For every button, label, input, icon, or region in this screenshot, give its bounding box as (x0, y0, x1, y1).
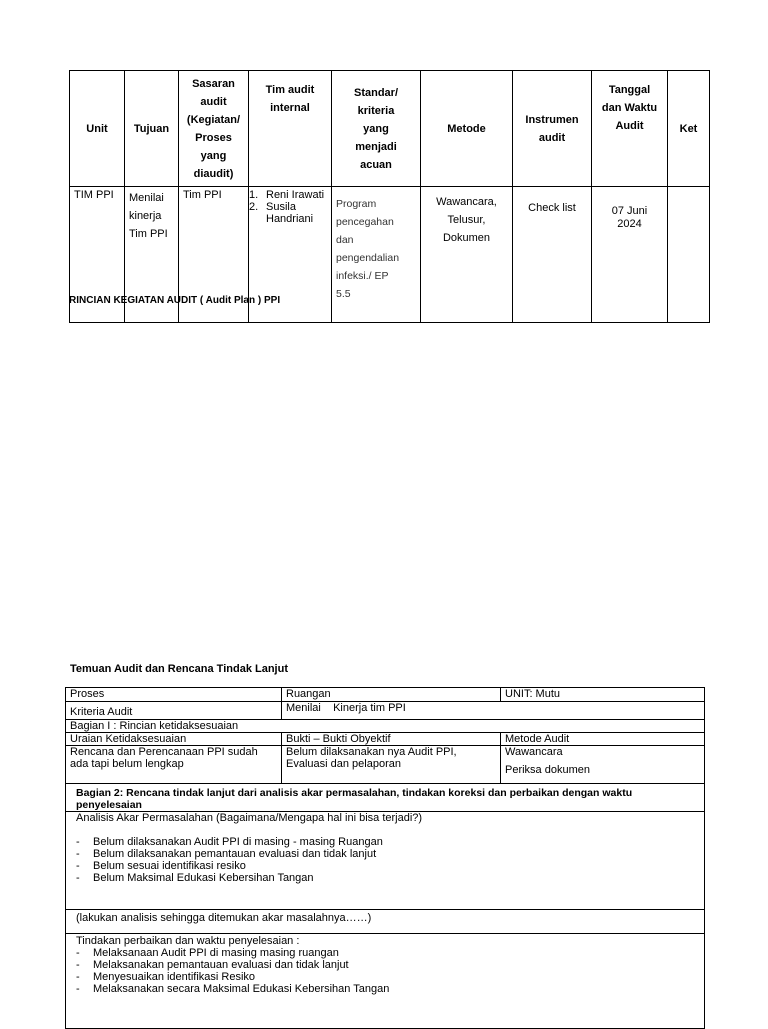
cell-tanggal (592, 187, 668, 323)
header-standar-line: yang (363, 122, 389, 135)
cell-standar-line: dan (336, 234, 354, 246)
cell-instrumen: Check list (513, 187, 592, 323)
header-tim (249, 71, 332, 187)
header-instrumen-line: Instrumen (525, 113, 579, 126)
header-standar-line: menjadi (355, 140, 397, 153)
bagian1-heading: Bagian I : Rincian ketidaksesuaian (66, 720, 705, 733)
metode-audit-value: Periksa dokumen (505, 764, 590, 776)
findings-row-uraian-headers (66, 733, 705, 746)
tindakan-list-item (76, 971, 700, 983)
analisis-list (76, 836, 700, 884)
dash-bullet: - (76, 947, 80, 959)
bagian2-heading: Bagian 2: Rencana tindak lanjut dari analisis akar permasalahan, tindakan koreksi dan perbaikan dengan waktu penyelesaian (66, 784, 705, 812)
tindakan-item-text: Melaksanaan Audit PPI di masing masing ruangan (93, 947, 339, 959)
dash-bullet: - (76, 872, 80, 884)
tindakan-list (76, 947, 700, 995)
cell-tujuan-line: kinerja (129, 210, 162, 222)
dash-bullet: - (76, 860, 80, 872)
analisis-list-item (76, 860, 700, 872)
cell-ket (668, 187, 710, 323)
findings-table (65, 687, 705, 1029)
cell-tanggal-line: 2024 (617, 218, 642, 230)
findings-title: Temuan Audit dan Rencana Tindak Lanjut (70, 663, 288, 675)
metode-audit-values (501, 746, 705, 784)
header-sasaran-line: Sasaran (192, 77, 235, 90)
unit-label: UNIT: Mutu (501, 688, 705, 702)
tindakan-list-item (76, 947, 700, 959)
findings-row-analisis (66, 812, 705, 910)
dash-bullet: - (76, 983, 80, 995)
findings-row-bagian1 (66, 720, 705, 733)
kriteria-label: Kriteria Audit (66, 702, 282, 720)
findings-row-tindakan (66, 934, 705, 1029)
findings-row-kriteria (66, 702, 705, 720)
cell-standar-line: pencegahan (336, 216, 394, 228)
header-tanggal-line: Tanggal (608, 84, 651, 96)
header-tanggal (592, 71, 668, 187)
header-sasaran-line: audit (200, 95, 227, 108)
cell-metode (421, 187, 513, 323)
cell-tanggal-line: 07 Juni (611, 205, 648, 217)
analisis-item-text: Belum dilaksanakan Audit PPI di masing - masing Ruangan (93, 836, 383, 848)
tindakan-item-text: Melaksanakan secara Maksimal Edukasi Kebersihan Tangan (93, 983, 390, 995)
analisis-item-text: Belum Maksimal Edukasi Kebersihan Tangan (93, 872, 314, 884)
header-metode: Metode (421, 71, 513, 187)
cell-metode-line: Wawancara, (436, 196, 497, 208)
proses-label: Proses (66, 688, 282, 702)
cell-standar (332, 187, 421, 323)
tim-item-number: 2. (249, 201, 259, 213)
dash-bullet: - (76, 848, 80, 860)
analisis-list-item (76, 872, 700, 884)
ruangan-label: Ruangan (282, 688, 501, 702)
audit-plan-table (69, 70, 710, 323)
tindakan-list-item (76, 959, 700, 971)
analisis-list-item (76, 848, 700, 860)
header-sasaran-line: Proses (195, 131, 232, 144)
cell-metode-line: Telusur, (447, 214, 486, 226)
header-tanggal-line: Audit (615, 120, 644, 132)
dash-bullet: - (76, 971, 80, 983)
metode-audit-value: Wawancara (505, 746, 563, 758)
dash-bullet: - (76, 836, 80, 848)
cell-standar-line: 5.5 (336, 288, 351, 300)
cell-sasaran: Tim PPI (179, 187, 249, 323)
cell-standar-line: infeksi./ EP (336, 270, 389, 282)
header-tim-line: Tim audit (265, 84, 315, 96)
tindakan-item-text: Menyesuaikan identifikasi Resiko (93, 971, 256, 983)
lakukan-note: (lakukan analisis sehingga ditemukan akar masalahnya……) (66, 910, 705, 934)
header-ket: Ket (668, 71, 710, 187)
header-standar-line: acuan (360, 158, 392, 171)
analisis-list-item (76, 836, 700, 848)
header-standar-line: Standar/ (353, 86, 398, 99)
findings-row-bagian2 (66, 784, 705, 812)
header-unit: Unit (70, 71, 125, 187)
tim-list-item (249, 201, 329, 225)
header-tim-line: internal (270, 102, 310, 114)
cell-tujuan-line: Tim PPI (129, 228, 168, 240)
tindakan-item-text: Melaksanakan pemantauan evaluasi dan tidak lanjut (93, 959, 349, 971)
cell-metode-line: Dokumen (442, 232, 491, 244)
cell-standar-line: Program (336, 198, 377, 210)
bukti-label: Bukti – Bukti Obyektif (282, 733, 501, 746)
uraian-value: Rencana dan Perencanaan PPI sudah ada tapi belum lengkap (66, 746, 282, 784)
findings-row-lakukan (66, 910, 705, 934)
header-instrumen (513, 71, 592, 187)
header-standar-line: kriteria (357, 104, 395, 117)
bukti-value: Belum dilaksanakan nya Audit PPI, Evaluasi dan pelaporan (282, 746, 501, 784)
uraian-label: Uraian Ketidaksesuaian (66, 733, 282, 746)
tim-item-name: Susila Handriani (266, 201, 314, 225)
header-tujuan: Tujuan (125, 71, 179, 187)
header-sasaran-line: yang (200, 149, 227, 162)
tim-list (249, 189, 329, 225)
header-standar (332, 71, 421, 187)
analisis-cell (66, 812, 705, 910)
analisis-item-text: Belum sesuai identifikasi resiko (93, 860, 246, 872)
audit-plan-title: RINCIAN KEGIATAN AUDIT ( Audit Plan ) PPI (69, 295, 281, 306)
tim-item-number: 1. (249, 189, 259, 201)
tindakan-list-item (76, 983, 700, 995)
plan-header-row (70, 71, 710, 187)
tindakan-cell (66, 934, 705, 1029)
metode-audit-label: Metode Audit (501, 733, 705, 746)
kriteria-value: Menilai Kinerja tim PPI (282, 702, 705, 720)
findings-row-proses (66, 688, 705, 702)
header-sasaran-line: (Kegiatan/ (186, 113, 241, 126)
tim-item-name: Reni Irawati (266, 189, 325, 201)
cell-tujuan-line: Menilai (129, 192, 164, 204)
cell-standar-line: pengendalian (336, 252, 400, 264)
header-sasaran (179, 71, 249, 187)
cell-unit: TIM PPI (70, 187, 125, 323)
tim-list-item (249, 189, 329, 201)
analisis-item-text: Belum dilaksanakan pemantauan evaluasi dan tidak lanjut (93, 848, 377, 860)
header-tanggal-line: dan Waktu (601, 102, 658, 114)
header-instrumen-line: audit (538, 131, 566, 144)
header-sasaran-line: diaudit) (193, 167, 234, 180)
tindakan-label: Tindakan perbaikan dan waktu penyelesaian : (76, 935, 300, 947)
findings-row-uraian-values (66, 746, 705, 784)
dash-bullet: - (76, 959, 80, 971)
analisis-label: Analisis Akar Permasalahan (Bagaimana/Mengapa hal ini bisa terjadi?) (76, 812, 423, 824)
